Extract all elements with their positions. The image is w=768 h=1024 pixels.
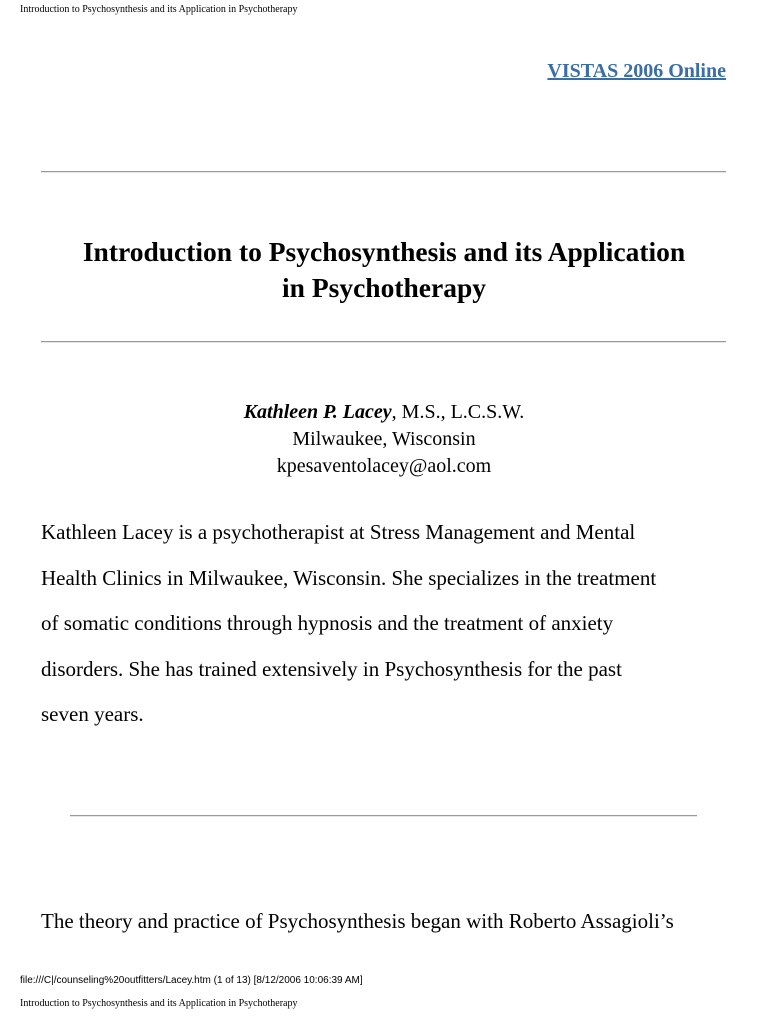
bio-line: Health Clinics in Milwaukee, Wisconsin. She specializes in the treatment: [41, 565, 657, 590]
article-title-line-2: in Psychotherapy: [282, 272, 486, 303]
author-name-line: [0, 399, 768, 426]
author-name: Kathleen P. Lacey: [243, 401, 392, 423]
bio-line: disorders. She has trained extensively in Psychosynthesis for the past: [41, 656, 622, 681]
vistas-online-link[interactable]: VISTAS 2006 Online: [547, 60, 726, 82]
bio-line: Kathleen Lacey is a psychotherapist at Stress Management and Mental: [41, 520, 636, 544]
print-footer-url: file:///C|/counseling%20outfitters/Lacey.htm (1 of 13) [8/12/2006 10:06:39 AM]: [20, 975, 363, 986]
author-byline: [0, 399, 768, 480]
print-footer-title: Introduction to Psychosynthesis and its Application in Psychotherapy: [20, 998, 298, 1009]
body-paragraph-start: The theory and practice of Psychosynthesis began with Roberto Assagioli’s: [41, 909, 674, 933]
author-credentials: , M.S., L.C.S.W.: [391, 401, 525, 423]
divider-after-title: [41, 341, 726, 343]
author-email: kpesaventolacey@aol.com: [276, 455, 492, 477]
author-bio: [41, 510, 731, 738]
article-title: [30, 234, 738, 306]
divider-after-bio: [70, 815, 697, 817]
bio-line: of somatic conditions through hypnosis and the treatment of anxiety: [41, 611, 614, 635]
print-header-title: Introduction to Psychosynthesis and its Application in Psychotherapy: [20, 4, 298, 15]
author-location: Milwaukee, Wisconsin: [292, 428, 476, 450]
article-title-line-1: Introduction to Psychosynthesis and its Application: [82, 236, 686, 267]
divider-top: [41, 171, 726, 173]
bio-line: seven years.: [41, 702, 144, 726]
